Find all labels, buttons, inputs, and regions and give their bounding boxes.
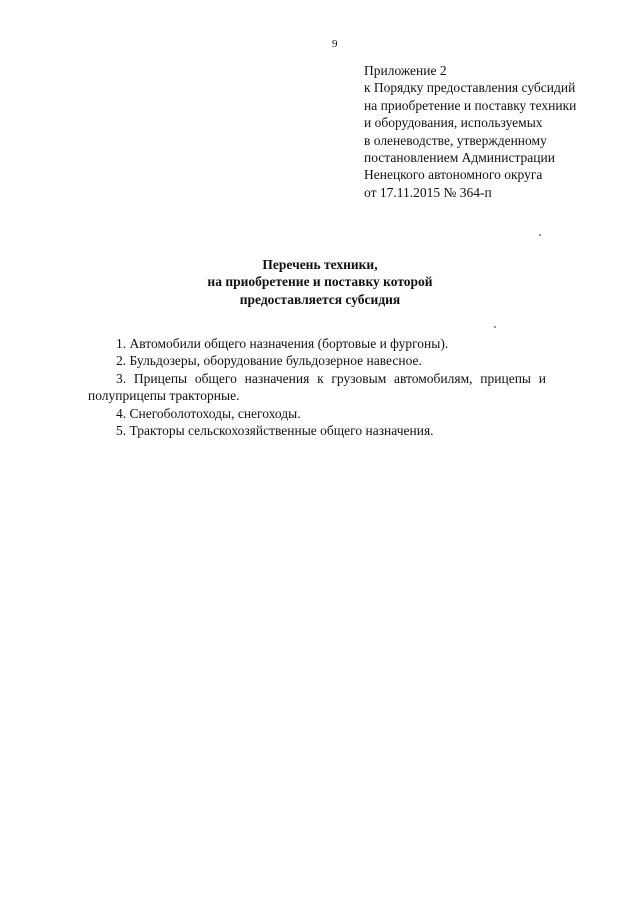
appendix-line: к Порядку предоставления субсидий <box>364 80 576 96</box>
appendix-line: Ненецкого автономного округа <box>364 167 543 183</box>
appendix-line: и оборудования, используемых <box>364 115 543 131</box>
list-item: 3. Прицепы общего назначения к грузовым автомобилям, прицепы и полуприцепы тракторные. <box>88 370 546 404</box>
equipment-list <box>88 335 546 439</box>
list-item: 2. Бульдозеры, оборудование бульдозерное навесное. <box>116 353 422 369</box>
appendix-line: Приложение 2 <box>364 63 447 78</box>
appendix-line: на приобретение и поставку техники <box>364 97 577 113</box>
appendix-line: в оленеводстве, утвержденному <box>364 132 547 148</box>
appendix-line: постановлением Администрации <box>364 150 555 166</box>
appendix-header <box>364 62 576 201</box>
page-number: 9 <box>332 38 338 50</box>
title-line: на приобретение и поставку которой <box>207 274 433 290</box>
list-item: 5. Тракторы сельскохозяйственные общего назначения. <box>116 423 434 439</box>
list-item: 1. Автомобили общего назначения (бортовые и фургоны). <box>116 336 449 351</box>
scan-speck <box>539 234 541 236</box>
appendix-line: от 17.11.2015 № 364-п <box>364 184 492 200</box>
title-line: предоставляется субсидия <box>239 291 401 307</box>
list-item: 4. Снегоболотоходы, снегоходы. <box>116 405 301 421</box>
title-line: Перечень техники, <box>262 257 378 272</box>
scan-speck <box>494 326 496 328</box>
document-title <box>0 256 640 308</box>
